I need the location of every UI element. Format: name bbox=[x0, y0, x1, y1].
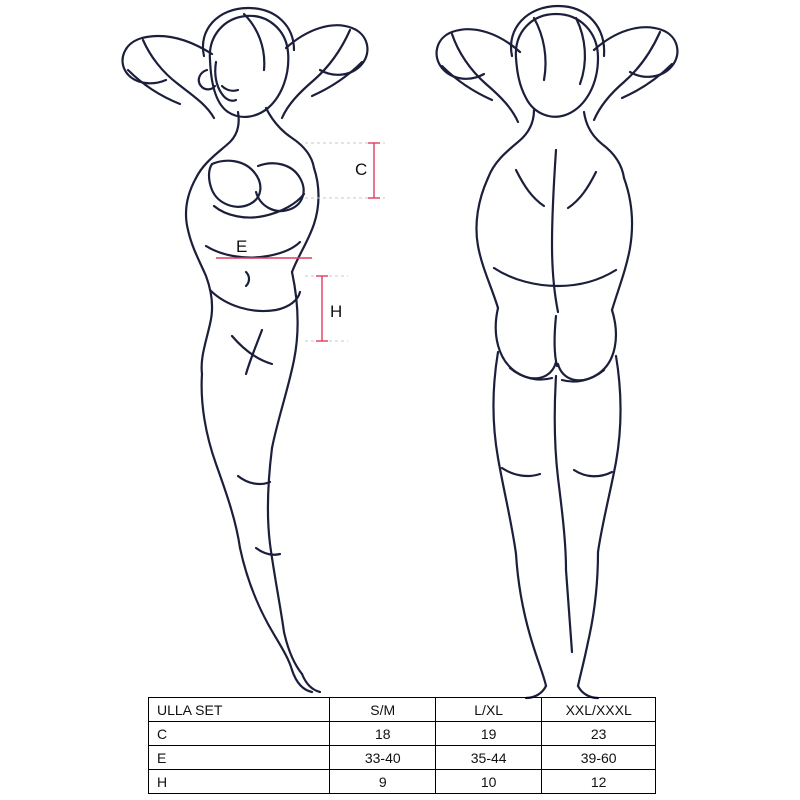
table-header-row bbox=[149, 698, 656, 722]
cell-h-sm: 9 bbox=[330, 770, 436, 794]
row-label-c: C bbox=[149, 722, 330, 746]
table-header-lxl: L/XL bbox=[436, 698, 542, 722]
table-row bbox=[149, 722, 656, 746]
measurement-label-c: C bbox=[355, 160, 368, 179]
cell-h-lxl: 10 bbox=[436, 770, 542, 794]
cell-e-sm: 33-40 bbox=[330, 746, 436, 770]
cell-c-lxl: 19 bbox=[436, 722, 542, 746]
cell-e-lxl: 35-44 bbox=[436, 746, 542, 770]
cell-e-xxl: 39-60 bbox=[542, 746, 656, 770]
table-row bbox=[149, 770, 656, 794]
cell-h-xxl: 12 bbox=[542, 770, 656, 794]
table-header-xxl: XXL/XXXL bbox=[542, 698, 656, 722]
row-label-e: E bbox=[149, 746, 330, 770]
row-label-h: H bbox=[149, 770, 330, 794]
cell-c-xxl: 23 bbox=[542, 722, 656, 746]
size-table bbox=[148, 697, 656, 794]
table-header-sm: S/M bbox=[330, 698, 436, 722]
measurement-label-h: H bbox=[330, 302, 343, 321]
table-header-product: ULLA SET bbox=[149, 698, 330, 722]
cell-c-sm: 18 bbox=[330, 722, 436, 746]
measurement-label-e: E bbox=[236, 237, 248, 256]
table-row bbox=[149, 746, 656, 770]
